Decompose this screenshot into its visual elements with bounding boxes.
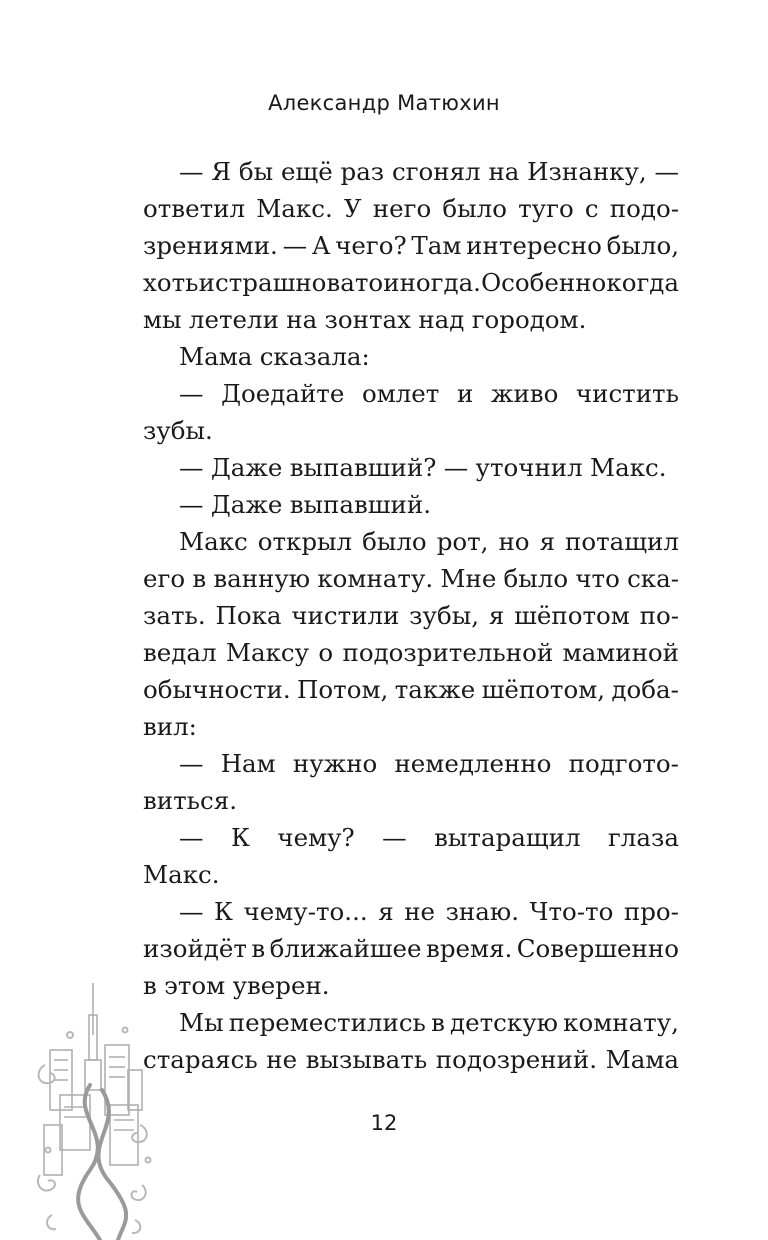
word: сказала:: [259, 342, 370, 371]
word: в: [431, 1008, 445, 1037]
word: потащил: [565, 527, 679, 556]
word: шёпотом: [514, 601, 630, 630]
word: не: [404, 897, 436, 926]
word: я: [539, 527, 556, 556]
text-line: [143, 227, 679, 264]
word: выпавший?: [289, 453, 437, 482]
word: переместились: [228, 1008, 426, 1037]
word: когда: [606, 268, 679, 297]
word: Мама: [605, 1045, 679, 1074]
word: Потом,: [297, 675, 389, 704]
text-line: [143, 190, 679, 227]
page-number-value: 12: [370, 1111, 398, 1135]
word: открыл: [257, 527, 353, 556]
word: вытаращил: [434, 823, 581, 852]
word: —: [179, 823, 204, 852]
text-line: [143, 745, 679, 782]
word: раз: [340, 157, 385, 186]
word: А: [311, 231, 331, 260]
word: —: [179, 490, 204, 519]
word: про-: [623, 897, 679, 926]
word: городом.: [471, 305, 587, 334]
word: уточнил: [475, 453, 583, 482]
word: туго: [518, 194, 574, 223]
word: чего?: [335, 231, 407, 260]
author-name: Александр Матюхин: [268, 91, 500, 115]
word: глаза: [607, 823, 679, 852]
word: маминой: [562, 638, 679, 667]
word: Нам: [220, 749, 276, 778]
word: Совершенно: [516, 934, 679, 963]
running-header: [0, 91, 768, 115]
word: выпавший.: [289, 490, 431, 519]
text-line: [143, 375, 679, 412]
word: Изнанку,: [527, 157, 647, 186]
word: ещё: [280, 157, 333, 186]
word: чему?: [277, 823, 355, 852]
word: зонтах: [324, 305, 411, 334]
word: Максу: [225, 638, 310, 667]
word: немедленно: [394, 749, 552, 778]
word: Мы: [179, 1008, 224, 1037]
word: Макс.: [143, 860, 220, 889]
text-line: [143, 301, 679, 338]
text-line: [143, 1041, 679, 1078]
word: над: [418, 305, 465, 334]
word: омлет: [361, 379, 440, 408]
word: в: [143, 971, 157, 1000]
word: мы: [143, 305, 182, 334]
word: интересно: [466, 231, 602, 260]
word: подозрительной: [342, 638, 554, 667]
word: комнату,: [563, 1008, 679, 1037]
word: —: [382, 823, 407, 852]
word: бы: [238, 157, 274, 186]
word: Я: [211, 157, 232, 186]
word: вызывать: [305, 1045, 428, 1074]
word: подгото-: [568, 749, 679, 778]
text-line: [143, 486, 679, 523]
word: этом: [164, 971, 226, 1000]
word: в: [192, 564, 207, 593]
word: Макс.: [256, 194, 333, 223]
word: —: [179, 897, 204, 926]
word: чистили: [291, 601, 400, 630]
word: иногда.: [383, 268, 481, 297]
word: по-: [639, 601, 679, 630]
word: ведал: [143, 638, 217, 667]
word: ближайшее: [269, 934, 422, 963]
word: доба-: [611, 675, 679, 704]
text-line: [143, 856, 679, 893]
word: о: [318, 638, 334, 667]
word: время.: [426, 934, 513, 963]
text-line: [143, 893, 679, 930]
word: —: [654, 157, 679, 186]
word: комнату.: [317, 564, 434, 593]
city-swirl-ornament-icon: [30, 975, 160, 1240]
word: Там: [411, 231, 462, 260]
word: нужно: [292, 749, 378, 778]
word: К: [230, 823, 250, 852]
word: К: [214, 897, 233, 926]
text-body: [143, 153, 679, 1078]
word: рот,: [436, 527, 489, 556]
word: но: [498, 527, 530, 556]
word: зубы,: [409, 601, 479, 630]
word: Пока: [215, 601, 282, 630]
word: —: [179, 157, 204, 186]
word: подо-: [609, 194, 679, 223]
text-line: [143, 523, 679, 560]
word: детскую: [450, 1008, 558, 1037]
word: страшновато: [215, 268, 384, 297]
text-line: [143, 1004, 679, 1041]
word: зрениями.: [143, 231, 278, 260]
word: ванную: [213, 564, 311, 593]
word: с: [584, 194, 599, 223]
word: сгонял: [391, 157, 481, 186]
word: также: [394, 675, 476, 704]
word: Даже: [210, 490, 283, 519]
word: —: [443, 453, 469, 482]
word: Мама: [179, 342, 253, 371]
word: знаю.: [445, 897, 519, 926]
word: изойдёт: [143, 934, 247, 963]
word: летели: [188, 305, 279, 334]
word: Макс.: [590, 453, 667, 482]
word: шёпотом,: [481, 675, 606, 704]
text-line: [143, 597, 679, 634]
word: Особенно: [481, 268, 607, 297]
word: и: [198, 268, 215, 297]
word: зать.: [143, 601, 206, 630]
word: я: [488, 601, 505, 630]
word: не: [266, 1045, 298, 1074]
word: вил:: [143, 712, 197, 741]
word: что: [575, 564, 620, 593]
text-line: [143, 930, 679, 967]
text-line: [143, 782, 679, 819]
word: —: [179, 453, 204, 482]
word: него: [372, 194, 432, 223]
text-line: [143, 264, 679, 301]
word: Макс: [179, 527, 248, 556]
word: хоть: [143, 268, 199, 297]
word: стараясь: [143, 1045, 258, 1074]
word: я: [378, 897, 394, 926]
word: чему-то...: [243, 897, 368, 926]
word: —: [179, 379, 204, 408]
word: обычности.: [143, 675, 291, 704]
word: —: [179, 749, 204, 778]
word: было: [503, 564, 569, 593]
text-line: [143, 412, 679, 449]
word: виться.: [143, 786, 237, 815]
word: было: [442, 194, 507, 223]
word: чистить: [575, 379, 679, 408]
text-line: [143, 338, 679, 375]
word: Мне: [440, 564, 497, 593]
word: на: [488, 157, 520, 186]
word: живо: [490, 379, 559, 408]
text-line: [143, 671, 679, 708]
text-line: [143, 634, 679, 671]
text-line: [143, 153, 679, 190]
word: подозрений.: [435, 1045, 598, 1074]
word: ска-: [627, 564, 679, 593]
word: и: [456, 379, 474, 408]
word: его: [143, 564, 186, 593]
word: на: [286, 305, 318, 334]
text-line: [143, 560, 679, 597]
word: Что-то: [529, 897, 614, 926]
text-line: [143, 819, 679, 856]
word: У: [343, 194, 362, 223]
word: было,: [606, 231, 679, 260]
word: было: [362, 527, 427, 556]
word: Даже: [210, 453, 283, 482]
word: зубы.: [143, 416, 213, 445]
word: уверен.: [232, 971, 330, 1000]
word: —: [282, 231, 308, 260]
word: Доедайте: [221, 379, 345, 408]
text-line: [143, 449, 679, 486]
word: ответил: [143, 194, 246, 223]
word: в: [251, 934, 266, 963]
text-line: [143, 967, 679, 1004]
text-line: [143, 708, 679, 745]
